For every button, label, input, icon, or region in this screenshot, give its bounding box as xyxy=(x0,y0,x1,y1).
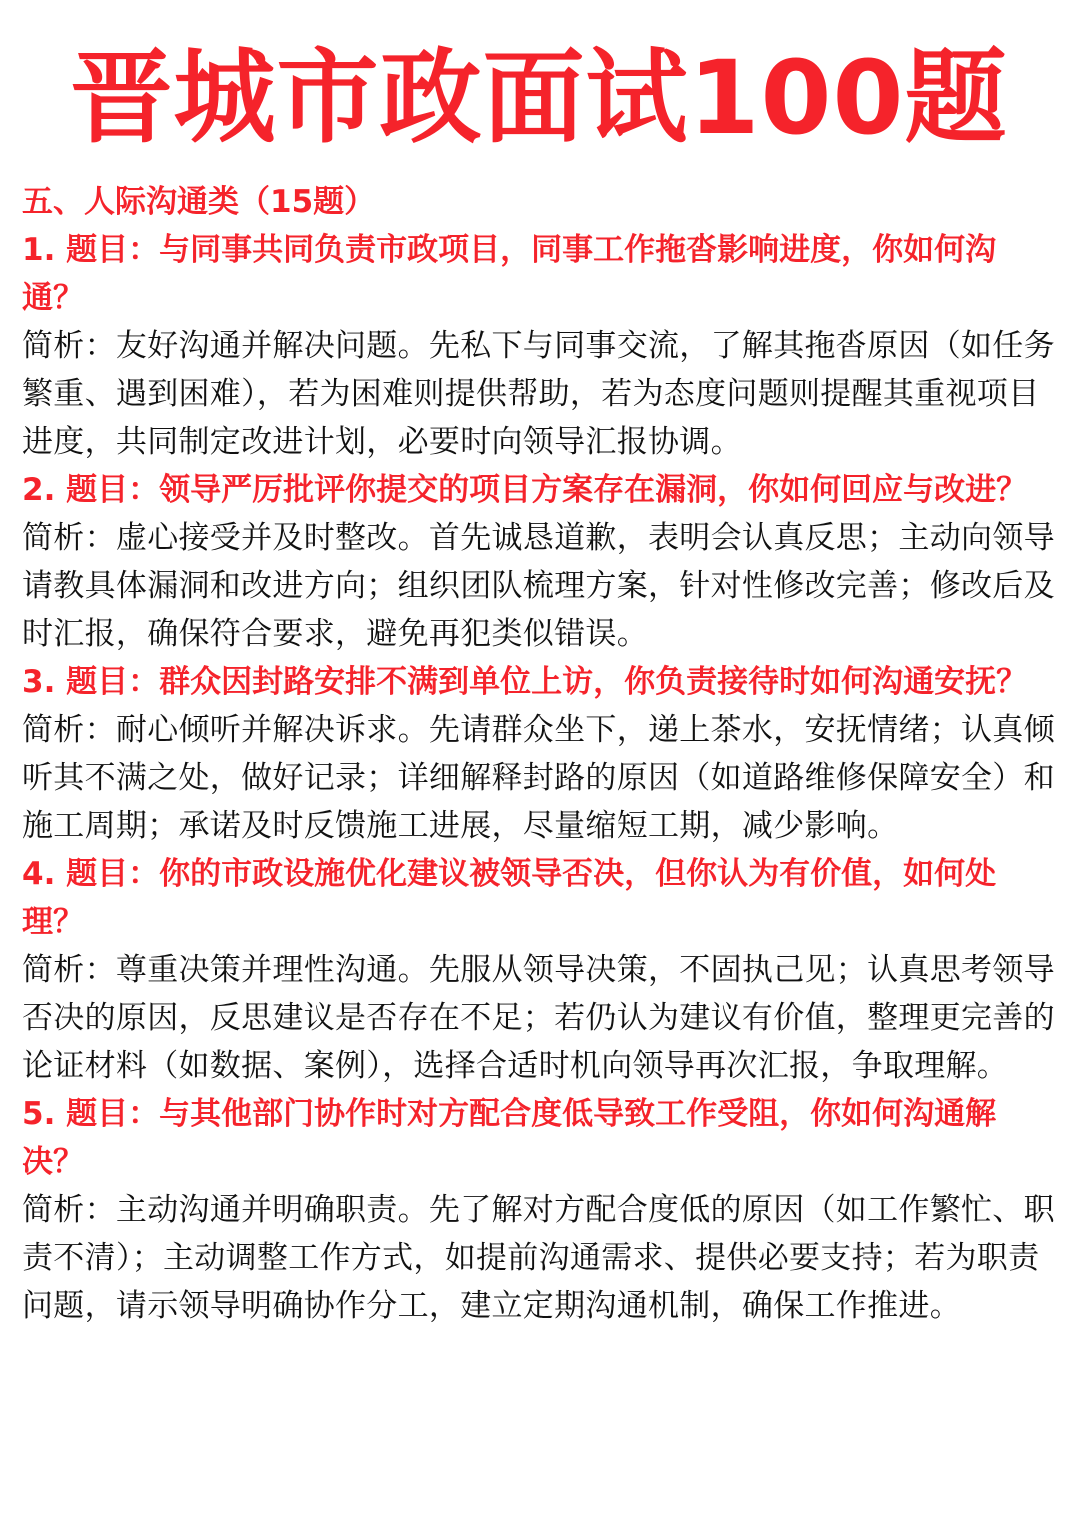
analysis-text: 简析：耐心倾听并解决诉求。先请群众坐下，递上茶水，安抚情绪；认真倾听其不满之处，做好记录；详细解释封路的原因（如道路维修保障安全）和施工周期；承诺及时反馈施工进展，尽量缩短工期，减少影响。 xyxy=(22,712,1055,844)
page-title: 晋城市政面试100题 xyxy=(70,39,1008,158)
analysis-text: 简析：友好沟通并解决问题。先私下与同事交流，了解其拖沓原因（如任务繁重、遇到困难），若为困难则提供帮助，若为态度问题则提醒其重视项目进度，共同制定改进计划，必要时向领导汇报协调。 xyxy=(22,328,1055,460)
question-text: 2. 题目：领导严厉批评你提交的项目方案存在漏洞，你如何回应与改进？ xyxy=(22,472,1028,508)
qa-item-3 xyxy=(22,658,1056,850)
qa-item-4 xyxy=(22,850,1056,1090)
analysis-text: 简析：虚心接受并及时整改。首先诚恳道歉，表明会认真反思；主动向领导请教具体漏洞和改进方向；组织团队梳理方案，针对性修改完善；修改后及时汇报，确保符合要求，避免再犯类似错误。 xyxy=(22,520,1055,652)
question-text: 4. 题目：你的市政设施优化建议被领导否决，但你认为有价值，如何处理？ xyxy=(22,856,997,940)
section-heading: 五、人际沟通类（15题） xyxy=(22,184,376,220)
qa-item-5 xyxy=(22,1090,1056,1330)
question-text: 1. 题目：与同事共同负责市政项目，同事工作拖沓影响进度，你如何沟通？ xyxy=(22,232,997,316)
qa-item-1 xyxy=(22,226,1056,466)
document-content xyxy=(22,178,1056,1330)
analysis-text: 简析：主动沟通并明确职责。先了解对方配合度低的原因（如工作繁忙、职责不清）；主动调整工作方式，如提前沟通需求、提供必要支持；若为职责问题，请示领导明确协作分工，建立定期沟通机制，确保工作推进。 xyxy=(22,1192,1055,1324)
question-text: 5. 题目：与其他部门协作时对方配合度低导致工作受阻，你如何沟通解决？ xyxy=(22,1096,997,1180)
question-text: 3. 题目：群众因封路安排不满到单位上访，你负责接待时如何沟通安抚？ xyxy=(22,664,1028,700)
analysis-text: 简析：尊重决策并理性沟通。先服从领导决策，不固执己见；认真思考领导否决的原因，反思建议是否存在不足；若仍认为建议有价值，整理更完善的论证材料（如数据、案例），选择合适时机向领导再次汇报，争取理解。 xyxy=(22,952,1055,1084)
qa-item-2 xyxy=(22,466,1056,658)
